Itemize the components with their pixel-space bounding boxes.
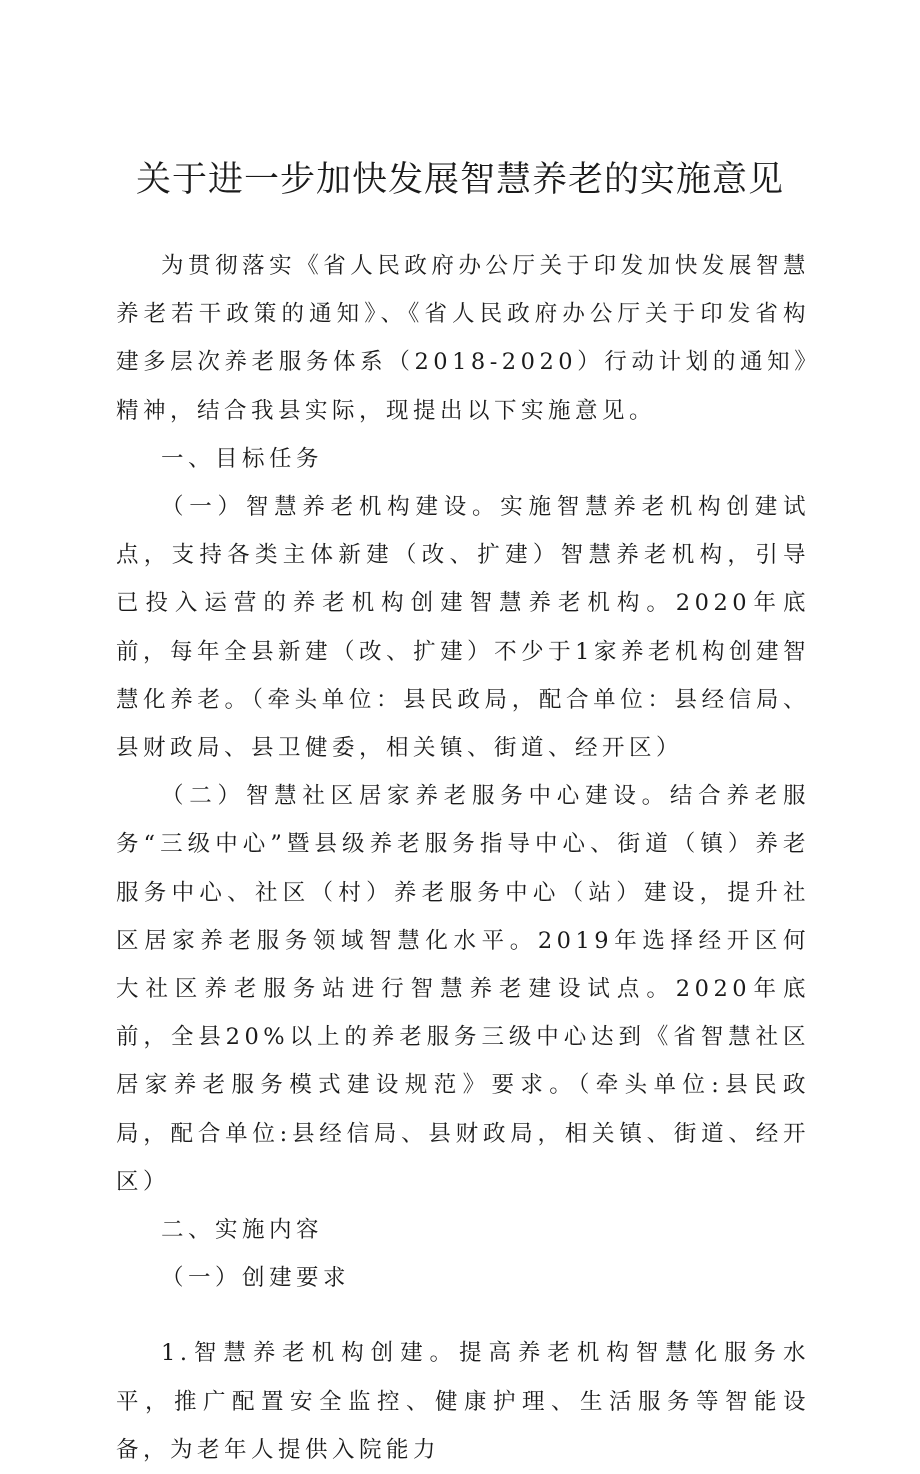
document-title: 关于进一步加快发展智慧养老的实施意见: [135, 160, 784, 200]
paragraph-community-center-construction: （二）智慧社区居家养老服务中心建设。结合养老服务“三级中心”暨县级养老服务指导中心、街道（镇）养老服务中心、社区（村）养老服务中心（站）建设，提升社区居家养老服务领域智慧化水平。2019年选择经开区何大社区养老服务站进行智慧养老建设试点。2020年底前，全县20%以上的养老服务三级中心达到《省智慧社区居家养老服务模式建设规范》要求。（牵头单位:县民政局，配合单位:县经信局、县财政局，相关镇、街道、经开区）: [116, 783, 810, 1195]
paragraph-item-1: 1.智慧养老机构创建。提高养老机构智慧化服务水平，推广配置安全监控、健康护理、生活服务等智能设备，为老年人提供入院能力: [116, 1340, 810, 1463]
heading-subsection-requirements: （一）创建要求: [161, 1265, 351, 1292]
paragraph-institution-construction: （一）智慧养老机构建设。实施智慧养老机构创建试点，支持各类主体新建（改、扩建）智慧养老机构，引导已投入运营的养老机构创建智慧养老机构。2020年底前，每年全县新建（改、扩建）不少于1家养老机构创建智慧化养老。（牵头单位：县民政局，配合单位：县经信局、县财政局、县卫健委，相关镇、街道、经开区）: [116, 494, 810, 762]
heading-section-1: 一、目标任务: [161, 445, 324, 472]
document-body: [116, 242, 810, 1474]
heading-section-2: 二、实施内容: [161, 1217, 324, 1244]
paragraph-preamble: 为贯彻落实《省人民政府办公厅关于印发加快发展智慧养老若干政策的通知》、《省人民政府办公厅关于印发省构建多层次养老服务体系（2018-2020）行动计划的通知》精神，结合我县实际，现提出以下实施意见。: [116, 253, 810, 424]
